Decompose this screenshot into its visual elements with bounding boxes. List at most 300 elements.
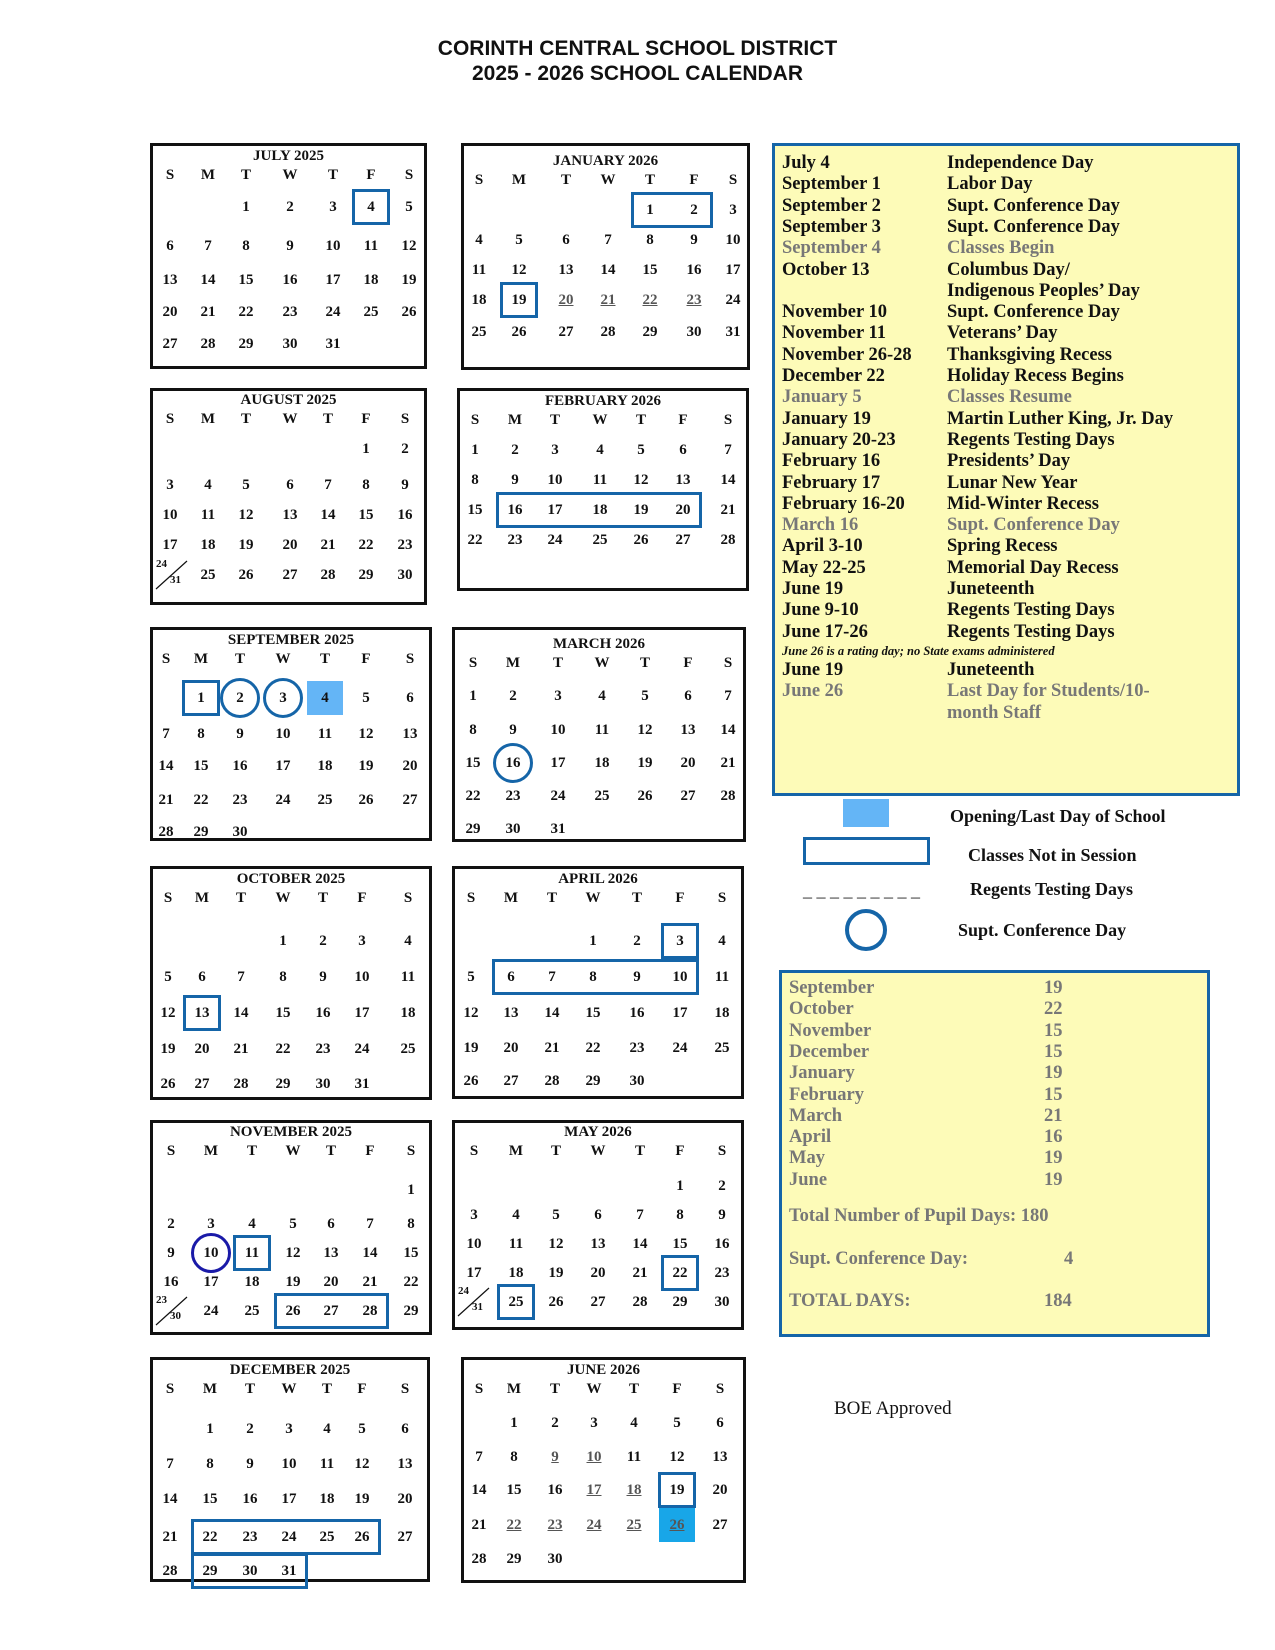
day-cell: 28 — [320, 567, 336, 583]
day-cell: 30 — [547, 1551, 563, 1567]
event-name: Supt. Conference Day — [947, 515, 1120, 536]
day-cell: 11 — [317, 726, 333, 742]
weekday-label: S — [400, 1381, 410, 1397]
split-day-b: 31 — [170, 574, 181, 586]
day-cell: 24 — [275, 792, 291, 808]
weekday-label: W — [592, 412, 608, 428]
day-cell: 3 — [676, 933, 684, 949]
weekday-label: T — [550, 1143, 561, 1159]
day-cell: 24 — [586, 1517, 602, 1533]
weekday-label: M — [508, 1143, 524, 1159]
day-cell: 11 — [714, 969, 730, 985]
stat-days: 19 — [1044, 1063, 1063, 1084]
day-cell: 29 — [642, 324, 658, 340]
event-name: Mid-Winter Recess — [947, 493, 1099, 514]
day-cell: 19 — [354, 1491, 370, 1507]
weekday-label: S — [715, 1381, 725, 1397]
weekday-label: W — [600, 172, 616, 188]
day-cell: 16 — [163, 1274, 179, 1290]
event-name: month Staff — [947, 702, 1042, 723]
weekday-label: M — [200, 411, 216, 427]
weekday-label: S — [404, 167, 414, 183]
total-pupil-days: Total Number of Pupil Days: 180 — [789, 1206, 1049, 1226]
month-title: SEPTEMBER 2025 — [227, 632, 355, 648]
day-cell: 9 — [236, 726, 244, 742]
day-cell: 17 — [325, 272, 341, 288]
day-cell: 21 — [200, 304, 216, 320]
day-cell: 11 — [508, 1236, 524, 1252]
day-cell: 26 — [285, 1303, 301, 1319]
stat-month: April — [789, 1127, 832, 1148]
day-cell: 12 — [511, 262, 527, 278]
event-name: Supt. Conference Day — [947, 216, 1120, 237]
day-cell: 21 — [233, 1041, 249, 1057]
split-day-b: 31 — [472, 1301, 483, 1313]
classes-not-in-session-box — [658, 1472, 696, 1508]
day-cell: 7 — [548, 969, 556, 985]
day-cell: 24 — [325, 304, 341, 320]
event-date: May 22-25 — [782, 557, 866, 578]
day-cell: 14 — [162, 1491, 178, 1507]
day-cell: 23 — [397, 537, 413, 553]
day-cell: 16 — [507, 502, 523, 518]
weekday-label: T — [325, 1143, 336, 1159]
day-cell: 27 — [402, 792, 418, 808]
day-cell: 26 — [633, 532, 649, 548]
event-name: Presidents’ Day — [947, 451, 1071, 472]
day-cell: 6 — [594, 1207, 602, 1223]
day-cell: 14 — [632, 1236, 648, 1252]
legend-conference-label: Supt. Conference Day — [958, 920, 1127, 940]
district-title: CORINTH CENTRAL SCHOOL DISTRICT — [437, 37, 838, 60]
event-name: Indigenous Peoples’ Day — [947, 280, 1140, 301]
day-cell: 25 — [471, 324, 487, 340]
day-cell: 24 — [281, 1529, 297, 1545]
day-cell: 21 — [320, 537, 336, 553]
day-cell: 14 — [158, 758, 174, 774]
classes-not-in-session-box — [183, 995, 221, 1031]
day-cell: 2 — [718, 1178, 726, 1194]
event-date: February 17 — [782, 472, 881, 493]
day-cell: 15 — [642, 262, 658, 278]
day-cell: 11 — [471, 262, 487, 278]
event-date: January 5 — [782, 387, 862, 408]
boe-approved: BOE Approved — [834, 1398, 952, 1419]
day-cell: 16 — [315, 1005, 331, 1021]
day-cell: 22 — [193, 792, 209, 808]
weekday-label: F — [678, 412, 688, 428]
day-cell: 9 — [511, 472, 519, 488]
classes-not-in-session-box — [182, 680, 220, 716]
day-cell: 28 — [362, 1303, 378, 1319]
day-cell: 2 — [319, 933, 327, 949]
legend-opening-label: Opening/Last Day of School — [950, 806, 1166, 826]
day-cell: 17 — [203, 1274, 219, 1290]
day-cell: 23 — [507, 532, 523, 548]
day-cell: 17 — [466, 1265, 482, 1281]
weekday-label: T — [317, 890, 328, 906]
day-cell: 6 — [406, 690, 414, 706]
weekday-label: T — [240, 411, 251, 427]
classes-not-in-session-box — [191, 1519, 381, 1555]
day-cell: 8 — [646, 232, 654, 248]
weekday-label: S — [468, 655, 478, 671]
event-date: January 19 — [782, 408, 871, 429]
classes-not-in-session-box — [191, 1553, 308, 1589]
day-cell: 20 — [558, 292, 574, 308]
day-cell: 1 — [279, 933, 287, 949]
event-date: June 9-10 — [782, 600, 859, 621]
day-cell: 5 — [637, 442, 645, 458]
day-cell: 24 — [354, 1041, 370, 1057]
supt-conference-circle — [493, 743, 533, 783]
day-cell: 7 — [237, 969, 245, 985]
day-cell: 9 — [509, 722, 517, 738]
event-date: September 2 — [782, 195, 881, 216]
month-title: JANUARY 2026 — [552, 153, 659, 169]
day-cell: 23 — [547, 1517, 563, 1533]
day-cell: 19 — [548, 1265, 564, 1281]
weekday-label: S — [161, 651, 171, 667]
day-cell: 27 — [397, 1529, 413, 1545]
day-cell: 12 — [637, 722, 653, 738]
day-cell: 9 — [319, 969, 327, 985]
day-cell: 7 — [324, 477, 332, 493]
event-name: Martin Luther King, Jr. Day — [947, 408, 1174, 429]
day-cell: 3 — [470, 1207, 478, 1223]
day-cell: 30 — [629, 1073, 645, 1089]
day-cell: 4 — [404, 933, 412, 949]
day-cell: 18 — [508, 1265, 524, 1281]
day-cell: 27 — [675, 532, 691, 548]
day-cell: 13 — [675, 472, 691, 488]
event-name: Classes Begin — [947, 238, 1055, 259]
day-cell: 5 — [641, 688, 649, 704]
day-cell: 30 — [686, 324, 702, 340]
day-cell: 22 — [585, 1040, 601, 1056]
day-cell: 10 — [547, 472, 563, 488]
day-cell: 8 — [242, 238, 250, 254]
day-cell: 17 — [281, 1491, 297, 1507]
day-cell: 25 — [317, 792, 333, 808]
split-day-a: 23 — [156, 1294, 167, 1306]
stat-month: June — [789, 1169, 828, 1190]
day-cell: 7 — [204, 238, 212, 254]
day-cell: 22 — [672, 1265, 688, 1281]
legend-fill-swatch — [843, 799, 889, 827]
split-day-a: 24 — [156, 558, 167, 570]
weekday-label: T — [546, 890, 557, 906]
day-cell: 26 — [637, 788, 653, 804]
weekday-label: W — [586, 1381, 602, 1397]
day-cell: 18 — [471, 292, 487, 308]
event-date: June 26 — [782, 681, 844, 702]
day-cell: 13 — [590, 1236, 606, 1252]
day-cell: 27 — [712, 1517, 728, 1533]
day-cell: 7 — [636, 1207, 644, 1223]
weekday-label: S — [723, 655, 733, 671]
event-date: November 26-28 — [782, 344, 912, 365]
day-cell: 10 — [203, 1245, 219, 1261]
day-cell: 1 — [676, 1178, 684, 1194]
weekday-label: T — [322, 411, 333, 427]
weekday-label: S — [406, 1143, 416, 1159]
day-cell: 2 — [236, 690, 244, 706]
day-cell: 4 — [323, 1421, 331, 1437]
day-cell: 3 — [207, 1216, 215, 1232]
day-cell: 5 — [552, 1207, 560, 1223]
event-name: Memorial Day Recess — [947, 557, 1119, 578]
day-cell: 16 — [282, 272, 298, 288]
day-cell: 7 — [162, 726, 170, 742]
day-cell: 10 — [725, 232, 741, 248]
total-days-label: TOTAL DAYS: — [789, 1291, 911, 1311]
weekday-label: S — [723, 412, 733, 428]
day-cell: 13 — [323, 1245, 339, 1261]
day-cell: 31 — [725, 324, 741, 340]
day-cell: 10 — [281, 1456, 297, 1472]
classes-not-in-session-box — [496, 492, 702, 528]
day-cell: 19 — [401, 272, 417, 288]
day-cell: 6 — [507, 969, 515, 985]
weekday-label: T — [327, 167, 338, 183]
day-cell: 20 — [282, 537, 298, 553]
day-cell: 26 — [160, 1076, 176, 1092]
event-date: November 10 — [782, 302, 887, 323]
day-cell: 13 — [402, 726, 418, 742]
month-title: FEBRUARY 2026 — [544, 393, 661, 409]
day-cell: 17 — [586, 1482, 602, 1498]
day-cell: 12 — [160, 1005, 176, 1021]
day-cell: 26 — [463, 1073, 479, 1089]
day-cell: 18 — [244, 1274, 260, 1290]
stat-days: 22 — [1044, 999, 1063, 1020]
event-date: January 20-23 — [782, 429, 896, 450]
day-cell: 13 — [503, 1005, 519, 1021]
month-title: JULY 2025 — [253, 148, 324, 164]
day-cell: 9 — [633, 969, 641, 985]
weekday-label: T — [246, 1143, 257, 1159]
day-cell: 16 — [686, 262, 702, 278]
day-cell: 23 — [232, 792, 248, 808]
day-cell: 22 — [275, 1041, 291, 1057]
event-name: Supt. Conference Day — [947, 302, 1120, 323]
weekday-label: F — [675, 890, 685, 906]
day-cell: 13 — [680, 722, 696, 738]
day-cell: 13 — [162, 272, 178, 288]
day-cell: 8 — [469, 722, 477, 738]
day-cell: 9 — [246, 1456, 254, 1472]
day-cell: 17 — [162, 537, 178, 553]
day-cell: 25 — [594, 788, 610, 804]
day-cell: 12 — [463, 1005, 479, 1021]
day-cell: 1 — [469, 688, 477, 704]
day-cell: 3 — [285, 1421, 293, 1437]
month-title: DECEMBER 2025 — [229, 1362, 351, 1378]
day-cell: 1 — [407, 1182, 415, 1198]
day-cell: 25 — [400, 1041, 416, 1057]
day-cell: 25 — [319, 1529, 335, 1545]
day-cell: 9 — [718, 1207, 726, 1223]
day-cell: 22 — [467, 532, 483, 548]
day-cell: 9 — [286, 238, 294, 254]
day-cell: 15 — [358, 507, 374, 523]
day-cell: 7 — [366, 1216, 374, 1232]
event-date: September 1 — [782, 174, 881, 195]
day-cell: 10 — [586, 1449, 602, 1465]
weekday-label: F — [357, 1381, 367, 1397]
day-cell: 21 — [632, 1265, 648, 1281]
day-cell: 6 — [679, 442, 687, 458]
day-cell: 3 — [166, 477, 174, 493]
weekday-label: T — [321, 1381, 332, 1397]
weekday-label: T — [639, 655, 650, 671]
stat-month: February — [789, 1084, 865, 1105]
event-name: Veterans’ Day — [947, 323, 1058, 344]
day-cell: 5 — [362, 690, 370, 706]
day-cell: 4 — [718, 933, 726, 949]
event-date: November 11 — [782, 323, 886, 344]
day-cell: 1 — [646, 202, 654, 218]
weekday-label: S — [165, 411, 175, 427]
day-cell: 2 — [511, 442, 519, 458]
day-cell: 1 — [206, 1421, 214, 1437]
day-cell: 4 — [598, 688, 606, 704]
day-cell: 23 — [282, 304, 298, 320]
day-cell: 28 — [471, 1551, 487, 1567]
day-cell: 17 — [672, 1005, 688, 1021]
day-cell: 26 — [511, 324, 527, 340]
day-cell: 29 — [672, 1294, 688, 1310]
day-cell: 15 — [403, 1245, 419, 1261]
day-cell: 4 — [630, 1415, 638, 1431]
split-day-b: 30 — [170, 1310, 181, 1322]
day-cell: 13 — [194, 1005, 210, 1021]
weekday-label: M — [507, 412, 523, 428]
event-date: February 16-20 — [782, 493, 905, 514]
weekday-label: S — [166, 1143, 176, 1159]
day-cell: 26 — [358, 792, 374, 808]
day-cell: 18 — [592, 502, 608, 518]
day-cell: 20 — [162, 304, 178, 320]
day-cell: 27 — [162, 336, 178, 352]
day-cell: 24 — [203, 1303, 219, 1319]
day-cell: 11 — [626, 1449, 642, 1465]
day-cell: 31 — [325, 336, 341, 352]
day-cell: 29 — [202, 1563, 218, 1579]
event-date: July 4 — [782, 153, 830, 173]
stat-days: 21 — [1044, 1105, 1063, 1126]
weekday-label: W — [282, 167, 298, 183]
weekday-label: T — [549, 1381, 560, 1397]
day-cell: 3 — [729, 202, 737, 218]
weekday-label: T — [560, 172, 571, 188]
classes-not-in-session-box — [497, 1284, 535, 1320]
stat-days: 19 — [1044, 978, 1063, 998]
stat-month: January — [789, 1063, 855, 1084]
day-cell: 27 — [503, 1073, 519, 1089]
event-name: Classes Resume — [947, 387, 1072, 408]
day-cell: 15 — [585, 1005, 601, 1021]
weekday-label: M — [511, 172, 527, 188]
classes-not-in-session-box — [274, 1293, 389, 1329]
legend-circle-swatch — [845, 909, 887, 951]
day-cell: 11 — [244, 1245, 260, 1261]
split-day-cell — [154, 560, 190, 590]
weekday-label: F — [365, 1143, 375, 1159]
weekday-label: W — [275, 651, 291, 667]
day-cell: 7 — [724, 688, 732, 704]
day-cell: 9 — [167, 1245, 175, 1261]
event-date: June 17-26 — [782, 621, 868, 642]
day-cell: 4 — [596, 442, 604, 458]
day-cell: 1 — [510, 1415, 518, 1431]
weekday-label: W — [590, 1143, 606, 1159]
day-cell: 28 — [544, 1073, 560, 1089]
day-cell: 21 — [544, 1040, 560, 1056]
day-cell: 19 — [633, 502, 649, 518]
day-cell: 18 — [714, 1005, 730, 1021]
day-cell: 21 — [600, 292, 616, 308]
day-cell: 30 — [714, 1294, 730, 1310]
weekday-label: S — [474, 1381, 484, 1397]
day-cell: 14 — [233, 1005, 249, 1021]
day-cell: 27 — [558, 324, 574, 340]
day-cell: 10 — [325, 238, 341, 254]
day-cell: 28 — [158, 824, 174, 840]
day-cell: 6 — [327, 1216, 335, 1232]
day-cell: 15 — [238, 272, 254, 288]
day-cell: 28 — [162, 1563, 178, 1579]
day-cell: 25 — [626, 1517, 642, 1533]
weekday-label: T — [319, 651, 330, 667]
day-cell: 2 — [167, 1216, 175, 1232]
month-title: AUGUST 2025 — [240, 392, 337, 408]
day-cell: 10 — [275, 726, 291, 742]
weekday-label: T — [235, 890, 246, 906]
day-cell: 11 — [594, 722, 610, 738]
month-title: JUNE 2026 — [567, 1362, 640, 1378]
classes-not-in-session-box — [661, 1255, 699, 1291]
weekday-label: W — [281, 1381, 297, 1397]
weekday-label: M — [194, 890, 210, 906]
event-date: October 13 — [782, 259, 870, 280]
day-cell: 28 — [720, 788, 736, 804]
events-panel — [772, 143, 1240, 796]
day-cell: 19 — [637, 755, 653, 771]
day-cell: 30 — [505, 821, 521, 837]
day-cell: 14 — [471, 1482, 487, 1498]
day-cell: 10 — [550, 722, 566, 738]
weekday-label: T — [240, 167, 251, 183]
day-cell: 16 — [714, 1236, 730, 1252]
day-cell: 24 — [547, 532, 563, 548]
day-cell: 2 — [401, 441, 409, 457]
event-date: June 19 — [782, 579, 844, 599]
weekday-label: M — [505, 655, 521, 671]
day-cell: 8 — [279, 969, 287, 985]
day-cell: 3 — [590, 1415, 598, 1431]
day-cell: 18 — [319, 1491, 335, 1507]
legend-not-in-session-label: Classes Not in Session — [968, 845, 1137, 865]
day-cell: 22 — [238, 304, 254, 320]
day-cell: 4 — [475, 232, 483, 248]
day-cell: 7 — [475, 1449, 483, 1465]
day-cell: 25 — [714, 1040, 730, 1056]
event-name: Lunar New Year — [947, 472, 1078, 493]
day-cell: 17 — [354, 1005, 370, 1021]
day-cell: 27 — [590, 1294, 606, 1310]
